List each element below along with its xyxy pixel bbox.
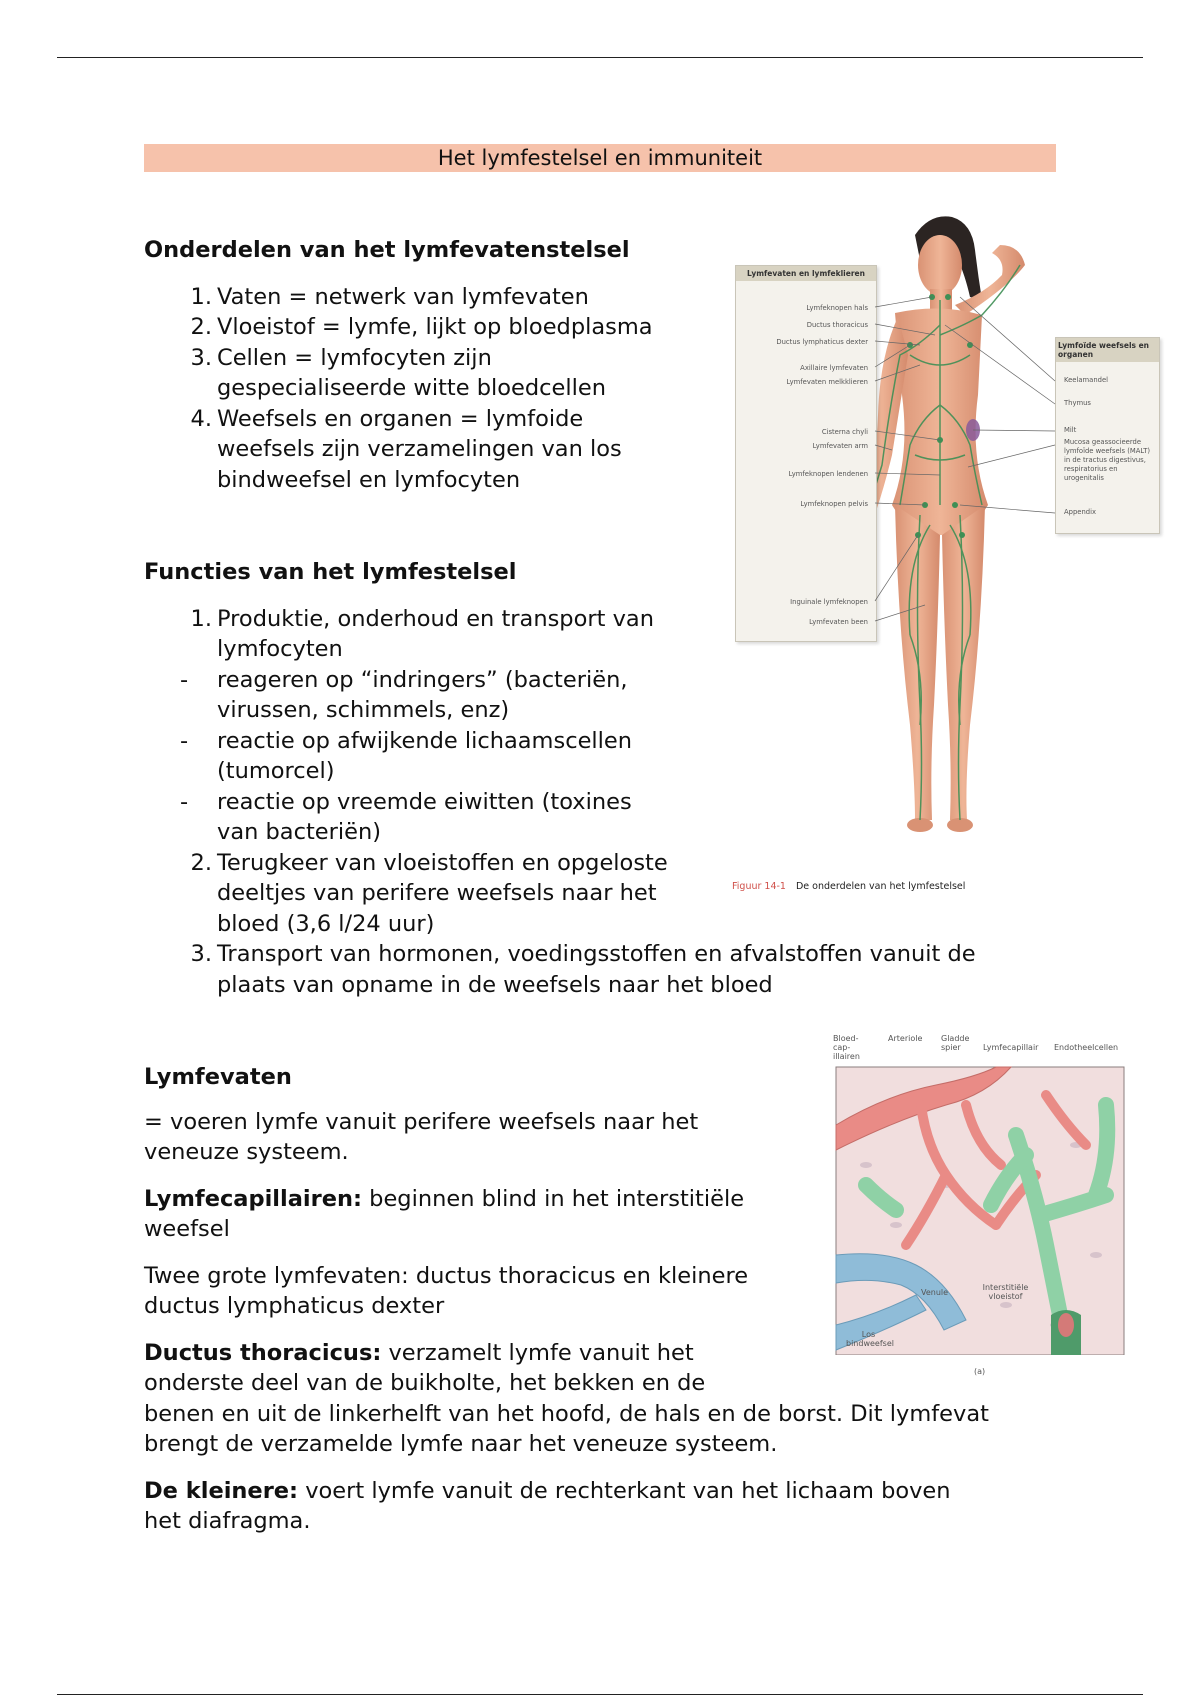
legend-label: Ductus thoracicus [806,321,868,329]
list-item [144,939,1044,1000]
list-item-line: bindweefsel en lymfocyten [217,466,521,493]
list-item-line: reactie op vreemde eiwitten (toxines [217,788,632,815]
legend-label: Lymfeknopen hals [806,304,868,312]
capillary-label: Arteriole [888,1034,923,1043]
panel-label: (a) [974,1367,986,1376]
list-item-line: Vloeistof = lymfe, lijkt op bloedplasma [217,314,653,340]
list-item-line: Transport van hormonen, voedingsstoffen en afvalstoffen vanuit de [217,941,976,967]
list-item-line: lymfocyten [217,636,343,662]
capillary-label: Interstitiële vloeistof [982,1283,1029,1301]
two-vessels-line: Twee grote lymfevaten: ductus thoracicus en kleinere [144,1262,749,1289]
kleinere-paragraph [144,1476,1074,1537]
list-item [144,404,744,496]
capillary-illustration [826,1025,1136,1355]
list-item-line: reageren op “indringers” (bacteriën, [217,666,628,693]
lymphatic-system-figure [720,205,1170,900]
legend-label: Appendix [1064,508,1096,516]
figure-caption-text: De onderdelen van het lymfestelsel [795,881,966,892]
legend-label: Keelamandel [1064,376,1109,384]
list-item-line: plaats van opname in de weefsels naar het bloed [217,971,773,998]
list-item-line: Produktie, onderhoud en transport van [217,605,654,632]
list-marker: - [180,788,189,815]
intro-line: = voeren lymfe vanuit perifere weefsels naar het [144,1108,699,1135]
thoracicus-term: Ductus thoracicus: [144,1339,382,1366]
legend-label: Ductus lymphaticus dexter [776,338,868,346]
capillaries-figure [826,1025,1136,1385]
capillary-label: Gladde spier [941,1034,970,1052]
list-item-line: Vaten = netwerk van lymfevaten [217,283,589,310]
kleinere-text: voert lymfe vanuit de rechterkant van het lichaam boven [298,1477,951,1504]
legend-label: Lymfevaten been [809,618,868,626]
list-marker: 2. [190,314,212,340]
thoracicus-text-line: benen en uit de linkerhelft van het hoofd, de hals en de borst. Dit lymfevat [144,1400,989,1427]
list-item-line: Terugkeer van vloeistoffen en opgeloste [217,849,668,876]
figure-number: Figuur 14-1 [732,881,786,892]
section-functions-heading: Functies van het lymfestelsel [144,559,517,585]
list-marker: 3. [190,344,212,371]
list-marker: - [180,666,189,693]
kleinere-term: De kleinere: [144,1477,299,1504]
figure-1-caption [732,881,965,892]
list-item [144,282,744,313]
capillary-label: Bloed-cap-illairen [833,1034,860,1061]
legend-label: Lymfeknopen pelvis [800,500,868,508]
list-marker: 1. [190,283,212,310]
components-list [144,282,744,496]
page-top-rule [57,57,1143,58]
legend-label: Lymfevaten arm [812,442,868,450]
section-lymph-vessels-heading: Lymfevaten [144,1064,292,1090]
capillaries-text: beginnen blind in het interstitiële [362,1185,745,1212]
legend-label: Cisterna chyli [821,428,868,436]
legend-label: Thymus [1064,399,1091,407]
two-vessels-line: ductus lymphaticus dexter [144,1293,445,1319]
legend-label: Lymfeknopen lendenen [788,470,868,478]
left-legend-title: Lymfevaten en lymfeklieren [736,266,876,281]
section-components-heading: Onderdelen van het lymfevatenstelsel [144,237,630,263]
legend-label: Inguinale lymfeknopen [790,598,868,606]
list-item-line: gespecialiseerde witte bloedcellen [217,375,606,401]
list-marker: - [180,727,189,754]
list-marker: 3. [190,941,212,967]
list-item-line: bloed (3,6 l/24 uur) [217,910,435,937]
capillaries-term: Lymfecapillairen: [144,1185,363,1212]
capillary-label: Los bindweefsel [846,1330,894,1348]
legend-label: Lymfevaten melkklieren [786,378,868,386]
list-item-line: Weefsels en organen = lymfoide [217,405,584,432]
list-item [144,312,744,343]
thoracicus-text-line: brengt de verzamelde lymfe naar het veneuze systeem. [144,1431,778,1457]
list-item-line: (tumorcel) [217,758,335,784]
intro-line: veneuze systeem. [144,1139,349,1165]
thoracicus-text: verzamelt lymfe vanuit het [381,1339,694,1366]
list-marker: 1. [190,605,212,632]
legend-leader-lines [720,205,1170,655]
page-title: Het lymfestelsel en immuniteit [144,144,1056,172]
list-item-line: weefsels zijn verzamelingen van los [217,436,622,462]
capillaries-text-line: weefsel [144,1216,230,1242]
right-legend-title: Lymfoïde weefsels en organen [1056,338,1159,362]
thoracicus-text-line: onderste deel van de buikholte, het bekken en de [144,1370,706,1396]
legend-label: Milt [1064,426,1077,434]
list-item [144,343,744,404]
list-item-line: virussen, schimmels, enz) [217,697,510,723]
capillary-label: Lymfecapillair [983,1043,1039,1052]
page-bottom-rule [57,1694,1143,1695]
section-components [144,235,744,495]
capillary-label: Venule [921,1288,949,1297]
list-item-line: Cellen = lymfocyten zijn [217,344,492,371]
kleinere-text-line: het diafragma. [144,1508,311,1534]
list-item-line: van bacteriën) [217,819,382,845]
legend-label: Mucosa geassocieerde lymfoïde weefsels (MALT) in de tractus digestivus, respiratorius en urogenitalis [1064,438,1151,482]
capillary-label: Endotheelcellen [1054,1043,1119,1052]
list-item-line: reactie op afwijkende lichaamscellen [217,727,633,754]
legend-label: Axillaire lymfevaten [800,364,868,372]
list-marker: 2. [190,849,212,876]
list-item-line: deeltjes van perifere weefsels naar het [217,880,657,906]
list-marker: 4. [190,405,212,432]
